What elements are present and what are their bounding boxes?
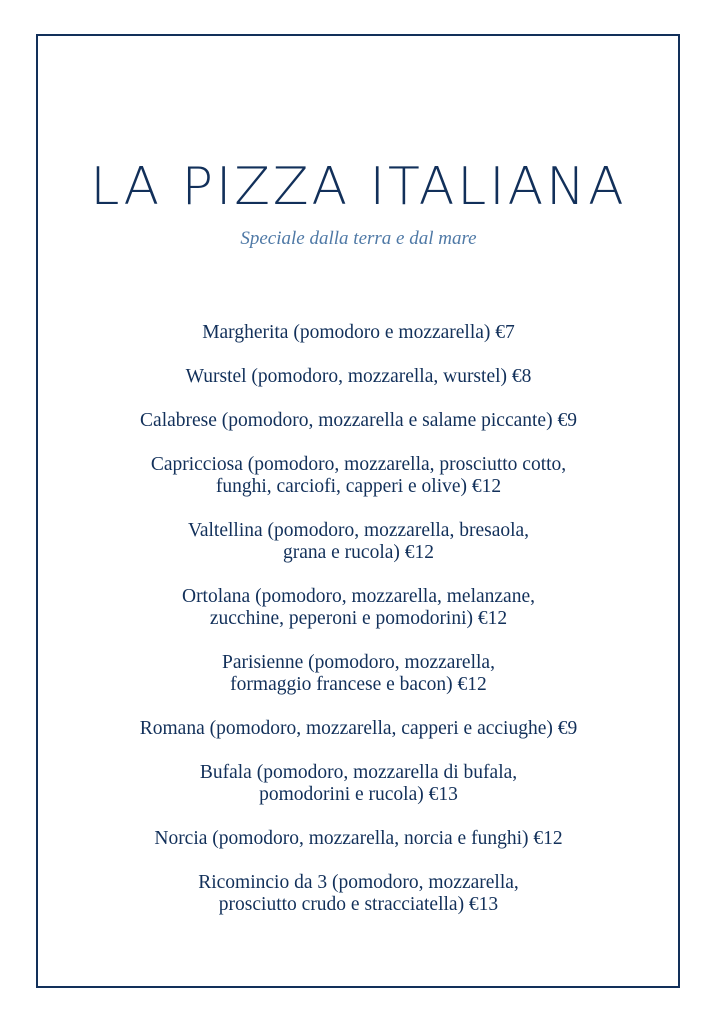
menu-item-line: Valtellina (pomodoro, mozzarella, bresaola,	[187, 520, 530, 541]
menu-item-line: Margherita (pomodoro e mozzarella) €7	[202, 322, 515, 343]
menu-item-line: zucchine, peperoni e pomodorini) €12	[209, 608, 508, 629]
menu-item-line: Bufala (pomodoro, mozzarella di bufala,	[199, 762, 518, 783]
menu-item-line: Capricciosa (pomodoro, mozzarella, prosciutto cotto,	[150, 454, 567, 475]
menu-item-line: Calabrese (pomodoro, mozzarella e salame piccante) €9	[140, 410, 577, 431]
menu-item-wurstel	[80, 366, 637, 388]
menu-item-line: Wurstel (pomodoro, mozzarella, wurstel) €8	[185, 366, 532, 387]
menu-item-line: pomodorini e rucola) €13	[259, 784, 458, 805]
menu-subtitle: Speciale dalla terra e dal mare	[240, 228, 477, 249]
menu-item-line: prosciutto crudo e stracciatella) €13	[218, 894, 499, 915]
menu-item-romana	[80, 718, 637, 740]
menu-item-norcia	[80, 828, 637, 850]
menu-item-capricciosa	[80, 454, 637, 498]
menu-item-line: Ricomincio da 3 (pomodoro, mozzarella,	[198, 872, 519, 893]
menu-item-line: formaggio francese e bacon) €12	[230, 674, 487, 695]
pizza-list	[80, 322, 637, 938]
menu-item-line: Ortolana (pomodoro, mozzarella, melanzane,	[181, 586, 535, 607]
menu-item-line: Norcia (pomodoro, mozzarella, norcia e funghi) €12	[154, 828, 563, 849]
menu-item-line: Romana (pomodoro, mozzarella, capperi e acciughe) €9	[139, 718, 578, 739]
menu-item-parisienne	[80, 652, 637, 696]
menu-item-bufala	[80, 762, 637, 806]
menu-item-margherita	[80, 322, 637, 344]
menu-item-line: Parisienne (pomodoro, mozzarella,	[222, 652, 495, 673]
menu-item-ortolana	[80, 586, 637, 630]
menu-item-line: grana e rucola) €12	[282, 542, 435, 563]
menu-item-calabrese	[80, 410, 637, 432]
menu-item-line: funghi, carciofi, capperi e olive) €12	[215, 476, 502, 497]
menu-title: LA PIZZA ITALIANA	[90, 157, 627, 217]
menu-item-valtellina	[80, 520, 637, 564]
menu-item-ricomincio-da-3	[80, 872, 637, 916]
